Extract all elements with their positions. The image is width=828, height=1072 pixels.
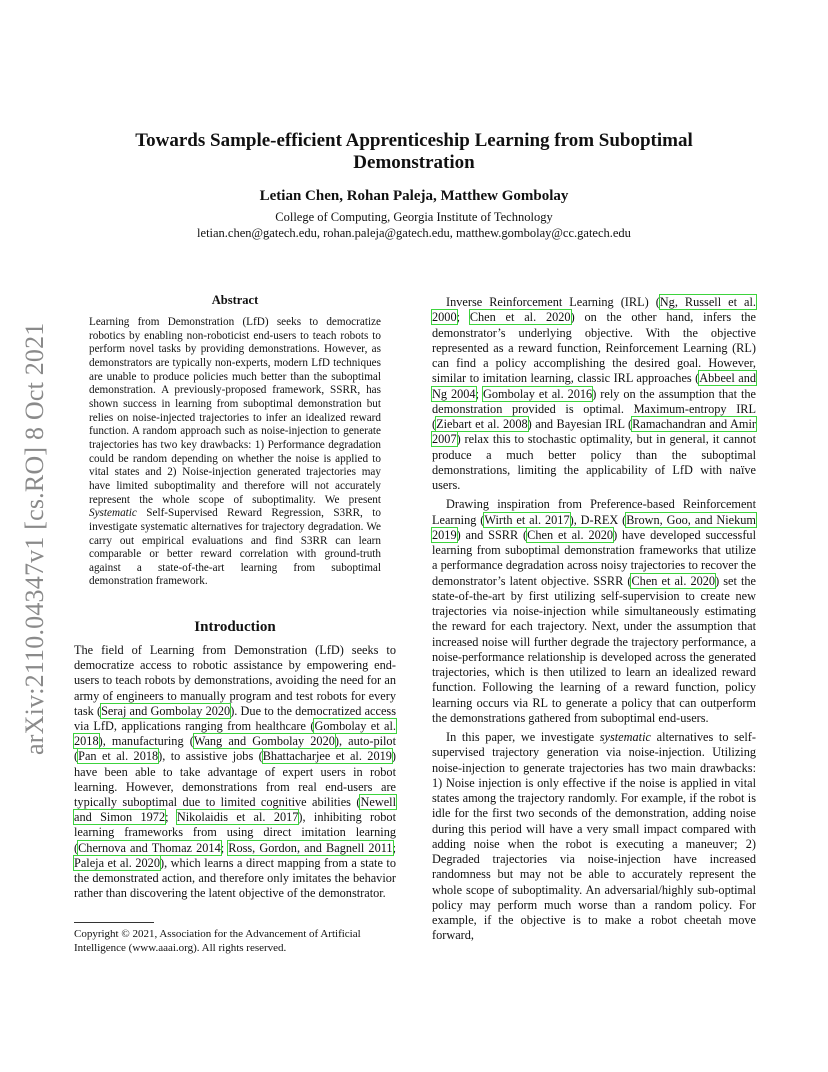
citation-link[interactable]: Chen et al. 2020 <box>631 573 716 588</box>
author-emails: letian.chen@gatech.edu, rohan.paleja@gatech.edu, matthew.gombolay@cc.gatech.edu <box>197 226 631 240</box>
body-text: The field of Learning from Demonstration (LfD) seeks to democratize access to robotic assistance by empowering end-users to teach robots by demonstrations, avoiding the need for an army of engineers to manually program and test robots for every task ( <box>74 643 396 718</box>
citation-link[interactable]: Seraj and Gombolay 2020 <box>101 703 231 718</box>
body-emphasis: systematic <box>599 730 651 744</box>
citation-link[interactable]: Gombolay et al. 2016 <box>482 386 593 401</box>
citation-link[interactable]: Ross, Gordon, and Bagnell 2011 <box>228 840 393 855</box>
body-text: ), inhibiting robot learning frameworks from using direct imitation learning ( <box>74 810 396 855</box>
paragraph-prior-work <box>432 497 756 726</box>
body-text: ) relax this to stochastic optimality, but in general, it cannot produce a much better policy than the suboptimal demonstrations, limiting the applicability of LfD with naïve users. <box>432 432 756 492</box>
body-text: ). Due to the democratized access via LfD, applications ranging from healthcare ( <box>74 703 396 734</box>
body-text: ), D-REX ( <box>569 512 627 527</box>
introduction-heading: Introduction <box>194 619 276 635</box>
abstract-text-part: Learning from Demonstration (LfD) seeks to democratize robotics by enabling non-roboticist end-users to teach robots to perform novel tasks by providing demonstrations. However, as demonstrators are typically non-experts, modern LfD techniques are unable to produce policies much better than the suboptimal demonstration. A previously-proposed framework, SSRR, has shown success in learning from suboptimal demonstration but relies on noise-injected trajectories to infer an idealized reward function. A random approach such as noise-injection to generate trajectories has two key drawbacks: 1) Performance degradation could be random depending on whether the noise is applied to vital states and 2) Noise-injection generated trajectories may have limited suboptimality and therefore will not accurately represent the whole scope of suboptimality. We present <box>89 316 381 506</box>
citation-link[interactable]: Pan et al. 2018 <box>78 749 159 764</box>
citation-link[interactable]: Nikolaidis et al. 2017 <box>176 810 299 825</box>
body-text: ), to assistive jobs ( <box>158 749 263 764</box>
body-text: In this paper, we investigate <box>446 730 600 744</box>
abstract-text-part: Self-Supervised Reward Regression, S3RR, to investigate systematic alternatives for trajectory degradation. We carry out empirical evaluations and find S3RR can learn comparable or better reward correlation with ground-truth against a state-of-the-art learning from suboptimal demonstration framework. <box>89 507 381 588</box>
body-text: ) set the state-of-the-art by first utilizing self-supervision to create new trajectories via noise-injection while simultaneously estimating the reward for each trajectory. Next, under the assumption that increased noise will further degrade the trajectory performance, a noise-performance relationship is developed across the generated trajectories, which is then utilized to learn an idealized reward function. Following the learning of a reward function, policy learning occurs via RL to generate a policy that can outperform the demonstrations gathered from suboptimal end-users. <box>432 573 756 725</box>
citation-link[interactable]: Ramachandran and Amir 2007 <box>432 417 756 447</box>
body-text: ), auto-pilot ( <box>74 734 396 764</box>
abstract-heading: Abstract <box>211 293 259 307</box>
footnote-divider <box>74 922 154 923</box>
body-text: ) and SSRR ( <box>456 527 528 542</box>
citation-link[interactable]: Chen et al. 2020 <box>527 527 614 542</box>
citation-link[interactable]: Wirth et al. 2017 <box>484 512 570 527</box>
abstract-text <box>89 316 381 589</box>
body-text: ), manufacturing ( <box>98 734 194 749</box>
body-text: ), which learns a direct mapping from a state to the demonstrated action, and therefore only imitates the behavior rather than discovering the latent objective of the demonstrator. <box>74 855 396 901</box>
citation-link[interactable]: Ng, Russell et al. 2000 <box>432 295 756 325</box>
citation-link[interactable]: Ziebart et al. 2008 <box>436 417 528 431</box>
citation-link[interactable]: Bhattacharjee et al. 2019 <box>262 749 392 764</box>
body-text: ; <box>165 810 177 825</box>
body-text: ; <box>220 840 229 855</box>
affiliation-block <box>100 209 728 241</box>
body-text: ) on the other hand, infers the demonstrator’s underlying objective. With the objective represented as a reward function, Reinforcement Learning (RL) can find a policy accomplishing the desired goal. However, similar to imitation learning, classic IRL approaches ( <box>432 310 756 386</box>
citation-link[interactable]: Chernova and Thomaz 2014 <box>78 840 221 855</box>
author-list: Letian Chen, Rohan Paleja, Matthew Gombolay <box>259 188 569 204</box>
body-text: ) have been able to take advantage of expert users in robot learning. However, demonstrations from real end-users are typically suboptimal due to limited cognitive abilities ( <box>74 749 397 810</box>
copyright-footnote: Copyright © 2021, Association for the Advancement of Artificial Intelligence (www.aaai.org). All rights reserved. <box>74 928 361 954</box>
citation-link[interactable]: Gombolay et al. 2018 <box>74 719 396 749</box>
paragraph-irl <box>432 295 756 493</box>
left-column-body <box>74 643 396 901</box>
citation-link[interactable]: Brown, Goo, and Niekum 2019 <box>432 512 756 542</box>
body-text: ; <box>475 386 483 401</box>
body-text: Drawing inspiration from Preference-based Reinforcement Learning ( <box>432 497 756 527</box>
body-text: ) have developed successful learning from suboptimal demonstration frameworks that utilize a performance degradation across noisy trajectories to recover the demonstrator’s latent objective. SSRR ( <box>432 527 756 588</box>
citation-link[interactable]: Abbeel and Ng 2004 <box>432 371 756 401</box>
citation-link[interactable]: Chen et al. 2020 <box>469 310 571 325</box>
right-column-body <box>432 295 756 948</box>
citation-link[interactable]: Newell and Simon 1972 <box>74 795 396 825</box>
body-text: ; <box>456 310 470 325</box>
abstract-section <box>89 293 381 589</box>
body-text: Inverse Reinforcement Learning (IRL) ( <box>446 295 660 309</box>
intro-paragraph-1 <box>74 643 396 901</box>
citation-link[interactable]: Wang and Gombolay 2020 <box>193 734 335 749</box>
paper-title: Towards Sample-efficient Apprenticeship Learning from Suboptimal Demonstration <box>135 130 693 173</box>
paragraph-this-paper <box>432 730 756 944</box>
body-text: alternatives to self-supervised trajectory generation via noise-injection. Utilizing noise-injection to generate trajectories has two main drawbacks: 1) Noise injection is only effective if the noise is applied in vital states among the trajectory randomly. For example, if the robot is idle for the first two seconds of the demonstration, adding noise during this period will have a very small impact compared with adding noise when the robot is executing a maneuver; 2) Degraded trajectories via noise-injection have increased randomness but may not be able to accurately represent the whole scope of suboptimality. An adversarial/highly sub-optimal policy may perform much worse than a random policy. For example, if the objective is to make a robot cheetah move forward, <box>432 730 756 943</box>
affiliation: College of Computing, Georgia Institute of Technology <box>275 210 553 224</box>
body-text: ) rely on the assumption that the demonstration provided is optimal. Maximum-entropy IRL ( <box>432 386 756 431</box>
body-text: ) and Bayesian IRL ( <box>527 417 633 431</box>
citation-link[interactable]: Paleja et al. 2020 <box>74 855 160 870</box>
body-text: ; <box>392 840 396 855</box>
abstract-emphasis: Systematic <box>89 507 137 520</box>
arxiv-stamp: arXiv:2110.04347v1 [cs.RO] 8 Oct 2021 <box>20 322 49 755</box>
